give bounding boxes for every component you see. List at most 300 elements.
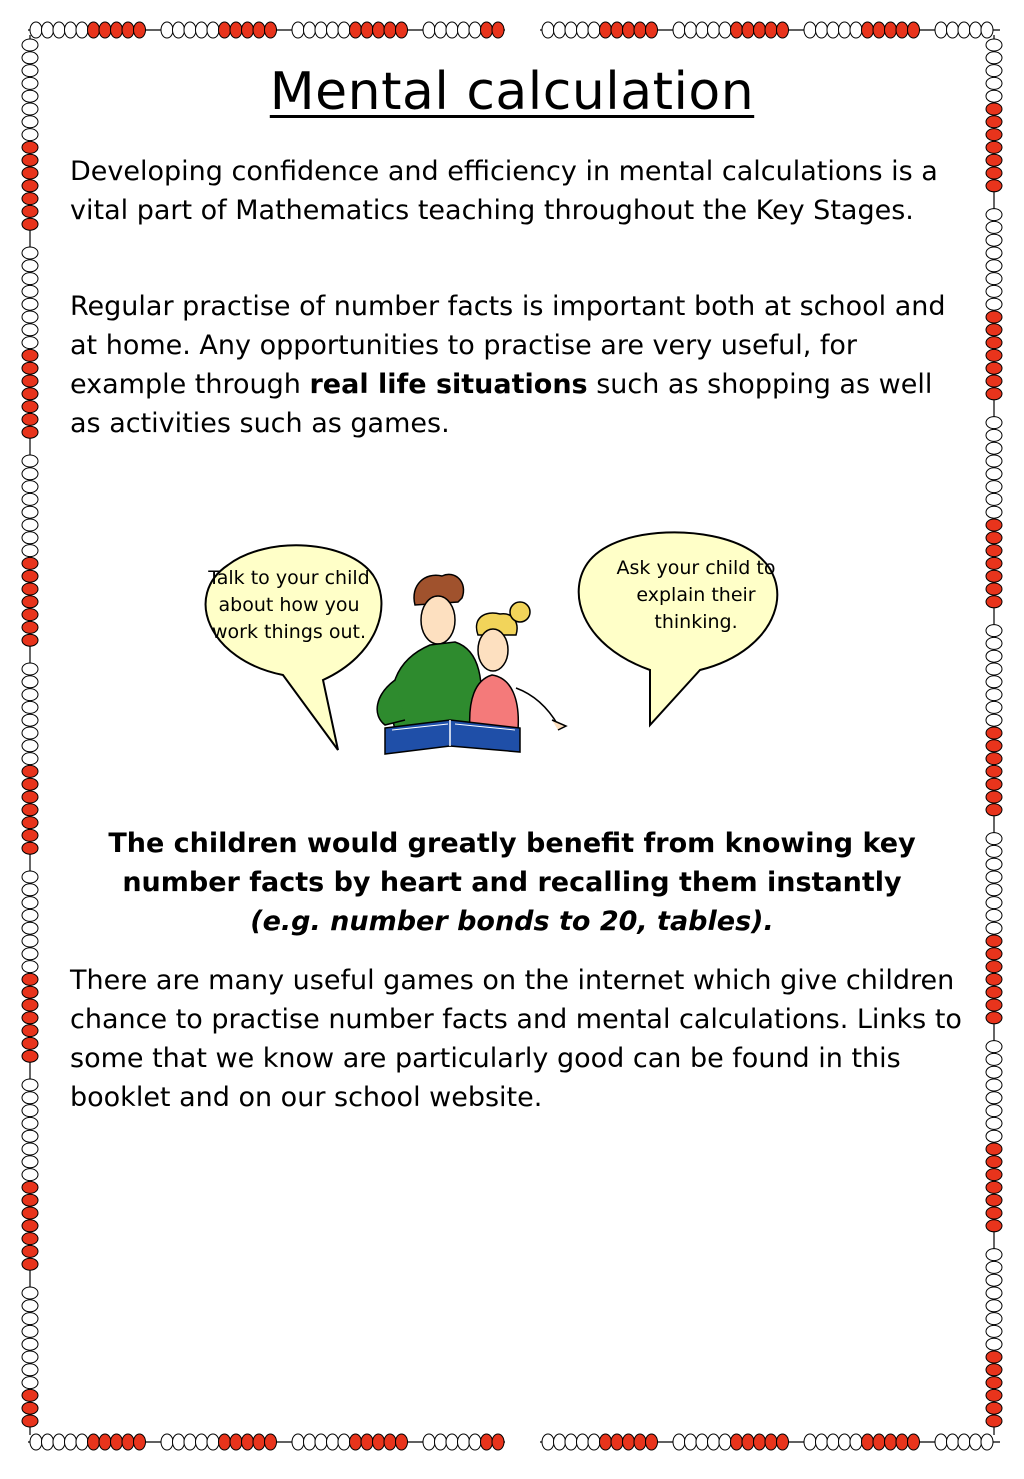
abacus-bead <box>338 22 350 38</box>
abacus-bead <box>22 1105 38 1117</box>
abacus-bead <box>986 311 1002 323</box>
abacus-bead <box>850 1434 862 1450</box>
abacus-bead <box>986 1143 1002 1155</box>
abacus-bead <box>623 1434 635 1450</box>
abacus-bead <box>708 22 720 38</box>
abacus-bead <box>22 701 38 713</box>
practise-text-end: such as shopping as well as activities such as games. <box>70 369 933 439</box>
abacus-bead <box>958 22 970 38</box>
abacus-bead <box>646 22 658 38</box>
abacus-bead <box>719 22 731 38</box>
abacus-bead <box>986 481 1002 493</box>
speech-bubble-left-text: Talk to your child about how you work things out. <box>208 567 370 643</box>
abacus-bead <box>623 22 635 38</box>
abacus-bead <box>22 1079 38 1091</box>
abacus-bead <box>839 1434 851 1450</box>
abacus-bead <box>458 1434 470 1450</box>
abacus-bead <box>986 1207 1002 1219</box>
abacus-bead <box>986 388 1002 400</box>
abacus-bead <box>22 817 38 829</box>
abacus-bead <box>22 1156 38 1168</box>
abacus-bead <box>839 22 851 38</box>
abacus-bead <box>986 596 1002 608</box>
abacus-bead <box>22 362 38 374</box>
abacus-bead <box>230 1434 242 1450</box>
abacus-bead <box>22 1389 38 1401</box>
abacus-bead <box>986 1364 1002 1376</box>
abacus-bead <box>30 22 42 38</box>
abacus-bead <box>88 22 100 38</box>
abacus-bead <box>22 596 38 608</box>
abacus-bead <box>22 999 38 1011</box>
abacus-bead <box>708 1434 720 1450</box>
abacus-bead <box>446 22 458 38</box>
abacus-bead <box>161 22 173 38</box>
key-facts-statement <box>60 824 964 941</box>
abacus-bead <box>184 22 196 38</box>
abacus-bead <box>423 22 435 38</box>
abacus-bead <box>22 1364 38 1376</box>
abacus-bead <box>986 845 1002 857</box>
abacus-bead <box>986 1338 1002 1350</box>
abacus-bead <box>765 22 777 38</box>
abacus-bead <box>22 1402 38 1414</box>
abacus-bead <box>76 22 88 38</box>
abacus-bead <box>22 897 38 909</box>
abacus-bead <box>731 1434 743 1450</box>
abacus-bead <box>634 1434 646 1450</box>
abacus-bead <box>986 1169 1002 1181</box>
abacus-bead <box>22 1169 38 1181</box>
abacus-bead <box>22 1117 38 1129</box>
abacus-bead <box>804 22 816 38</box>
abacus-bead <box>22 545 38 557</box>
abacus-bead <box>986 897 1002 909</box>
abacus-bead <box>22 871 38 883</box>
abacus-bead <box>22 621 38 633</box>
abacus-bead <box>588 1434 600 1450</box>
abacus-bead <box>685 22 697 38</box>
abacus-bead <box>327 22 339 38</box>
abacus-bead <box>22 973 38 985</box>
abacus-bead <box>986 583 1002 595</box>
abacus-bead <box>22 311 38 323</box>
abacus-bead <box>885 22 897 38</box>
abacus-bead <box>22 727 38 739</box>
abacus-bead <box>423 1434 435 1450</box>
abacus-bead <box>986 506 1002 518</box>
abacus-bead <box>986 833 1002 845</box>
abacus-bead <box>22 1377 38 1389</box>
abacus-bead <box>22 1037 38 1049</box>
abacus-bead <box>600 1434 612 1450</box>
abacus-bead <box>673 1434 685 1450</box>
abacus-bead <box>22 39 38 51</box>
abacus-bead <box>754 1434 766 1450</box>
abacus-bead <box>253 22 265 38</box>
abacus-bead <box>469 1434 481 1450</box>
abacus-bead <box>242 1434 254 1450</box>
abacus-bead <box>22 426 38 438</box>
abacus-bead <box>873 1434 885 1450</box>
abacus-bead <box>986 1300 1002 1312</box>
abacus-bead <box>196 1434 208 1450</box>
abacus-bead <box>765 1434 777 1450</box>
abacus-bead <box>265 1434 277 1450</box>
abacus-bead <box>986 1130 1002 1142</box>
abacus-bead <box>22 180 38 192</box>
abacus-bead <box>565 1434 577 1450</box>
abacus-bead <box>22 935 38 947</box>
abacus-bead <box>754 22 766 38</box>
abacus-bead <box>207 1434 219 1450</box>
abacus-bead <box>22 324 38 336</box>
abacus-bead <box>242 22 254 38</box>
abacus-bead <box>986 545 1002 557</box>
abacus-bead <box>22 1181 38 1193</box>
abacus-bead <box>111 22 123 38</box>
abacus-bead <box>292 22 304 38</box>
abacus-bead <box>986 1287 1002 1299</box>
abacus-bead <box>304 1434 316 1450</box>
abacus-bead <box>22 337 38 349</box>
abacus-bead <box>600 22 612 38</box>
abacus-bead <box>986 1377 1002 1389</box>
abacus-bead <box>986 468 1002 480</box>
abacus-bead <box>986 701 1002 713</box>
abacus-bead <box>986 909 1002 921</box>
abacus-bead <box>22 129 38 141</box>
abacus-bead <box>22 829 38 841</box>
abacus-bead <box>986 625 1002 637</box>
internet-games-paragraph: There are many useful games on the internet which give children chance to practise number facts and mental calculations. Links to some that we know are particularly good can be found in this booklet and on our school website. <box>70 965 962 1113</box>
abacus-bead <box>99 22 111 38</box>
abacus-bead <box>986 999 1002 1011</box>
practise-paragraph <box>70 287 970 443</box>
abacus-bead <box>986 1351 1002 1363</box>
abacus-bead <box>862 1434 874 1450</box>
abacus-bead <box>22 493 38 505</box>
abacus-bead <box>986 1117 1002 1129</box>
abacus-bead <box>986 1066 1002 1078</box>
abacus-bead <box>350 1434 362 1450</box>
abacus-bead <box>827 22 839 38</box>
abacus-bead <box>384 22 396 38</box>
abacus-bead <box>986 1012 1002 1024</box>
abacus-bead <box>986 141 1002 153</box>
abacus-bead <box>173 22 185 38</box>
abacus-bead <box>935 1434 947 1450</box>
abacus-bead <box>986 129 1002 141</box>
abacus-bead <box>986 375 1002 387</box>
abacus-bead <box>970 22 982 38</box>
abacus-bead <box>361 22 373 38</box>
abacus-bead <box>396 1434 408 1450</box>
abacus-bead <box>22 884 38 896</box>
abacus-bead <box>588 22 600 38</box>
abacus-bead <box>22 455 38 467</box>
abacus-bead <box>161 1434 173 1450</box>
abacus-bead <box>634 22 646 38</box>
abacus-bead <box>122 22 134 38</box>
abacus-bead <box>22 1313 38 1325</box>
abacus-bead <box>986 663 1002 675</box>
abacus-bead <box>22 388 38 400</box>
abacus-bead <box>22 141 38 153</box>
abacus-bead <box>777 1434 789 1450</box>
abacus-bead <box>986 1079 1002 1091</box>
abacus-bead <box>986 1220 1002 1232</box>
abacus-bead <box>458 22 470 38</box>
abacus-bead <box>22 909 38 921</box>
abacus-bead <box>122 1434 134 1450</box>
abacus-bead <box>696 22 708 38</box>
abacus-bead <box>986 1249 1002 1261</box>
abacus-bead <box>22 154 38 166</box>
abacus-bead <box>896 22 908 38</box>
abacus-bead <box>986 922 1002 934</box>
abacus-bead <box>22 532 38 544</box>
abacus-bead <box>65 1434 77 1450</box>
abacus-bead <box>373 1434 385 1450</box>
abacus-bead <box>986 1105 1002 1117</box>
abacus-bead <box>492 1434 504 1450</box>
abacus-bead <box>986 493 1002 505</box>
abacus-bead <box>22 842 38 854</box>
abacus-bead <box>986 1313 1002 1325</box>
abacus-bead <box>22 663 38 675</box>
abacus-bead <box>88 1434 100 1450</box>
practise-text-bold: real life situations <box>309 369 588 400</box>
abacus-bead <box>22 634 38 646</box>
abacus-bead <box>986 765 1002 777</box>
abacus-bead <box>827 1434 839 1450</box>
abacus-bead <box>986 1261 1002 1273</box>
abacus-bead <box>986 273 1002 285</box>
abacus-bead <box>292 1434 304 1450</box>
abacus-bead <box>862 22 874 38</box>
abacus-bead <box>22 247 38 259</box>
abacus-bead <box>986 871 1002 883</box>
abacus-bead <box>646 1434 658 1450</box>
abacus-bead <box>53 1434 65 1450</box>
abacus-bead <box>986 221 1002 233</box>
abacus-bead <box>65 22 77 38</box>
abacus-bead <box>554 22 566 38</box>
abacus-bead <box>230 22 242 38</box>
abacus-bead <box>986 948 1002 960</box>
abacus-bead <box>435 22 447 38</box>
abacus-bead <box>22 1130 38 1142</box>
abacus-bead <box>986 884 1002 896</box>
abacus-bead <box>577 1434 589 1450</box>
abacus-bead <box>22 570 38 582</box>
abacus-bead <box>22 922 38 934</box>
abacus-bead <box>435 1434 447 1450</box>
abacus-bead <box>970 1434 982 1450</box>
key-facts-main: The children would greatly benefit from knowing key number facts by heart and recalling them instantly <box>108 828 916 898</box>
abacus-bead <box>22 401 38 413</box>
abacus-bead <box>134 22 146 38</box>
abacus-bead <box>816 1434 828 1450</box>
abacus-bead <box>53 22 65 38</box>
abacus-bead <box>22 506 38 518</box>
abacus-bead <box>207 22 219 38</box>
abacus-bead <box>22 1025 38 1037</box>
abacus-bead <box>986 676 1002 688</box>
book-icon <box>385 720 520 754</box>
abacus-bead <box>986 791 1002 803</box>
abacus-bead <box>384 1434 396 1450</box>
abacus-bead <box>22 1220 38 1232</box>
abacus-bead <box>42 1434 54 1450</box>
abacus-bead <box>986 349 1002 361</box>
abacus-bead <box>22 205 38 217</box>
abacus-bead <box>22 1258 38 1270</box>
abacus-bead <box>986 1053 1002 1065</box>
abacus-bead <box>696 1434 708 1450</box>
abacus-bead <box>986 1156 1002 1168</box>
abacus-bead <box>986 689 1002 701</box>
abacus-bead <box>986 209 1002 221</box>
abacus-bead <box>777 22 789 38</box>
abacus-bead <box>542 1434 554 1450</box>
abacus-bead <box>22 714 38 726</box>
abacus-bead <box>22 167 38 179</box>
abacus-bead <box>30 1434 42 1450</box>
abacus-bead <box>22 1050 38 1062</box>
abacus-bead <box>986 429 1002 441</box>
abacus-bead <box>986 753 1002 765</box>
abacus-bead <box>986 858 1002 870</box>
abacus-bead <box>446 1434 458 1450</box>
abacus-bead <box>219 1434 231 1450</box>
abacus-bead <box>22 1287 38 1299</box>
abacus-bead <box>885 1434 897 1450</box>
abacus-bead <box>338 1434 350 1450</box>
abacus-bead <box>469 22 481 38</box>
abacus-bead <box>196 22 208 38</box>
abacus-bead <box>22 1012 38 1024</box>
abacus-bead <box>22 1233 38 1245</box>
abacus-bead <box>22 948 38 960</box>
abacus-bead <box>896 1434 908 1450</box>
abacus-bead <box>22 765 38 777</box>
abacus-bead <box>22 1415 38 1427</box>
abacus-bead <box>986 973 1002 985</box>
practise-text-start: Regular practise of number facts is important both at school and at home. Any opportunities to practise are very useful, for example through <box>70 291 946 400</box>
abacus-bead <box>611 22 623 38</box>
abacus-bead <box>396 22 408 38</box>
abacus-bead <box>361 1434 373 1450</box>
abacus-bead <box>986 1415 1002 1427</box>
abacus-bead <box>22 1245 38 1257</box>
abacus-bead <box>22 676 38 688</box>
abacus-bead <box>742 1434 754 1450</box>
abacus-bead <box>492 22 504 38</box>
abacus-bead <box>986 570 1002 582</box>
child-figure <box>470 602 566 730</box>
abacus-bead <box>908 1434 920 1450</box>
abacus-bead <box>22 557 38 569</box>
speech-bubble-right-text: Ask your child to explain their thinking. <box>616 557 776 633</box>
abacus-bead <box>22 218 38 230</box>
abacus-bead <box>850 22 862 38</box>
intro-paragraph: Developing confidence and efficiency in mental calculations is a vital part of Mathematics teaching throughout the Key Stages. <box>70 156 938 226</box>
abacus-bead <box>986 1402 1002 1414</box>
abacus-bead <box>986 455 1002 467</box>
abacus-bead <box>22 349 38 361</box>
abacus-bead <box>986 167 1002 179</box>
abacus-bead <box>986 234 1002 246</box>
abacus-bead <box>731 22 743 38</box>
abacus-bead <box>22 753 38 765</box>
abacus-bead <box>981 22 993 38</box>
abacus-bead <box>986 740 1002 752</box>
abacus-bead <box>184 1434 196 1450</box>
abacus-bead <box>350 22 362 38</box>
abacus-bead <box>986 285 1002 297</box>
abacus-bead <box>986 324 1002 336</box>
abacus-bead <box>22 1092 38 1104</box>
abacus-bead <box>947 22 959 38</box>
abacus-bead <box>986 519 1002 531</box>
abacus-bead <box>986 1181 1002 1193</box>
abacus-bead <box>986 961 1002 973</box>
abacus-bead <box>22 961 38 973</box>
abacus-bead <box>986 362 1002 374</box>
abacus-bead <box>481 1434 493 1450</box>
abacus-bead <box>315 22 327 38</box>
abacus-bead <box>481 22 493 38</box>
abacus-bead <box>22 778 38 790</box>
abacus-bead <box>986 260 1002 272</box>
abacus-bead <box>986 1041 1002 1053</box>
abacus-bead <box>947 1434 959 1450</box>
abacus-bead <box>22 583 38 595</box>
abacus-bead <box>986 804 1002 816</box>
abacus-bead <box>22 1338 38 1350</box>
abacus-bead <box>22 1325 38 1337</box>
abacus-bead <box>304 22 316 38</box>
abacus-bead <box>22 689 38 701</box>
abacus-bead <box>986 557 1002 569</box>
abacus-bead <box>986 247 1002 259</box>
abacus-bead <box>111 1434 123 1450</box>
abacus-bead <box>22 413 38 425</box>
abacus-bead <box>986 337 1002 349</box>
abacus-bead <box>22 791 38 803</box>
abacus-bead <box>986 650 1002 662</box>
abacus-bead <box>173 1434 185 1450</box>
abacus-bead <box>22 273 38 285</box>
abacus-bead <box>22 986 38 998</box>
abacus-bead <box>986 935 1002 947</box>
abacus-bead <box>981 1434 993 1450</box>
abacus-bead <box>219 22 231 38</box>
abacus-bead <box>22 375 38 387</box>
abacus-bead <box>986 1325 1002 1337</box>
abacus-bead <box>986 714 1002 726</box>
abacus-bead <box>986 986 1002 998</box>
abacus-bead <box>986 1092 1002 1104</box>
abacus-bead <box>986 778 1002 790</box>
abacus-bead <box>986 1389 1002 1401</box>
abacus-bead <box>22 740 38 752</box>
abacus-bead <box>742 22 754 38</box>
abacus-bead <box>958 1434 970 1450</box>
abacus-bead <box>327 1434 339 1450</box>
